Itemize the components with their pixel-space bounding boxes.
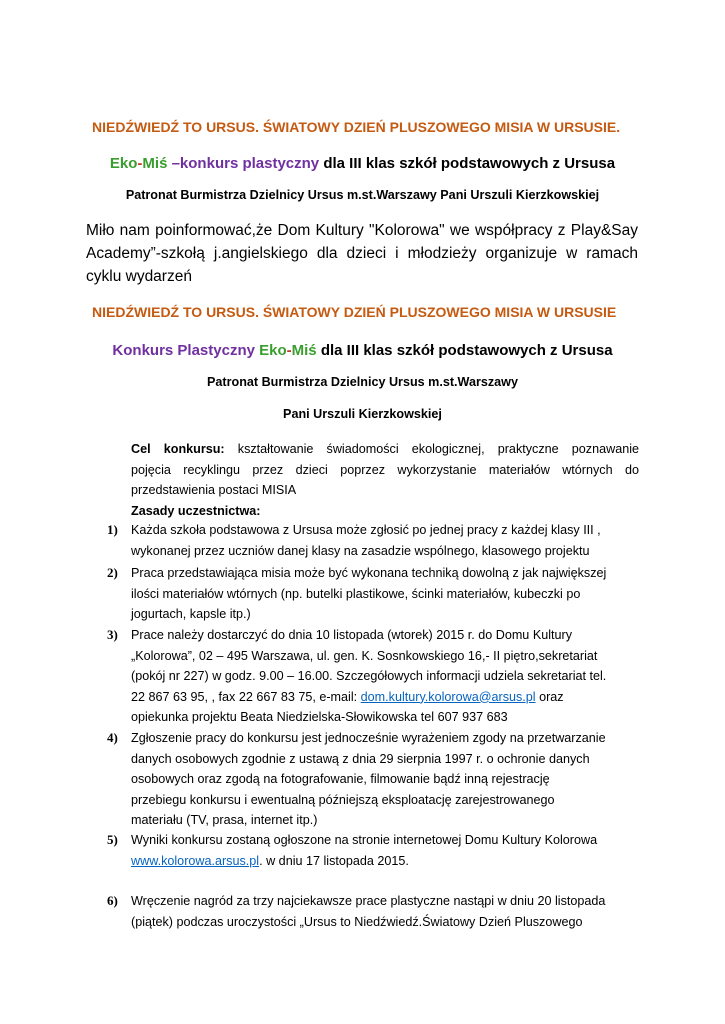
item-4 — [131, 728, 641, 831]
cel-line-1: kształtowanie świadomości ekologicznej, praktyczne poznawanie — [224, 442, 640, 456]
intro-line-2: Academy”-szkołą j.angielskiego dla dzieci i młodzieży organizuje w ramach — [86, 245, 638, 262]
item-4-line: danych osobowych zgodnie z ustawą z dnia 29 sierpnia 1997 r. o ochronie danych — [131, 751, 590, 766]
item-5 — [131, 830, 641, 871]
cel-label: Cel konkursu: — [131, 442, 225, 456]
item-6-number: 6) — [107, 893, 118, 908]
heading-1: NIEDŹWIEDŹ TO URSUS. ŚWIATOWY DZIEŃ PLUSZOWEGO MISIA W URSUSIE. — [92, 119, 621, 135]
item-3-line: oraz — [535, 689, 564, 704]
cel-line-3: przedstawienia postaci MISIA — [131, 483, 297, 497]
item-3-line: opiekunka projektu Beata Niedzielska-Słowikowska tel 607 937 683 — [131, 710, 508, 724]
item-6 — [131, 891, 641, 932]
subtitle-1-mis: Miś — [142, 155, 168, 172]
item-3-line: Prace należy dostarczyć do dnia 10 listopada (wtorek) 2015 r. do Domu Kultury — [131, 628, 573, 642]
item-1-line: Każda szkoła podstawowa z Ursusa może zgłosić po jednej pracy z każdej klasy III , — [131, 523, 601, 537]
subtitle-1-rest: dla III klas szkół podstawowych z Ursusa — [319, 155, 616, 172]
item-6-line: (piątek) podczas uroczystości „Ursus to Niedźwiedź.Światowy Dzień Pluszowego — [131, 914, 583, 929]
subtitle-1-dash: - — [137, 155, 143, 172]
intro-line-1: Miło nam poinformować,że Dom Kultury "Kolorowa" we współpracy z Play&Say — [86, 222, 638, 239]
item-4-line: osobowych oraz zgodą na fotografowanie, filmowanie bądź inną rejestrację — [131, 772, 550, 786]
item-5-line: . w dniu 17 listopada 2015. — [259, 853, 409, 868]
item-1 — [131, 520, 641, 561]
item-4-line: materiału (TV, prasa, internet itp.) — [131, 813, 318, 827]
subtitle-2-eko: Eko — [259, 342, 287, 359]
item-4-line: przebiegu konkursu i ewentualną późniejszą eksploatację zarejestrowanego — [131, 792, 555, 807]
item-1-number: 1) — [107, 522, 118, 537]
email-link[interactable]: dom.kultury.kolorowa@arsus.pl — [360, 689, 536, 704]
item-2-line: Praca przedstawiająca misia może być wykonana techniką dowolną z jak największej — [131, 566, 607, 580]
item-2-line: ilości materiałów wtórnych (np. butelki plastikowe, ścinki materiałów, kubeczki po — [131, 586, 581, 601]
item-3-number: 3) — [107, 627, 118, 642]
patronat-2-line-2: Pani Urszuli Kierzkowskiej — [283, 407, 442, 421]
patronat-1: Patronat Burmistrza Dzielnicy Ursus m.st.Warszawy Pani Urszuli Kierzkowskiej — [125, 188, 600, 202]
subtitle-2-rest: dla III klas szkół podstawowych z Ursusa — [316, 342, 613, 359]
item-3-line: (pokój nr 227) w godz. 9.00 – 16.00. Szczegółowych informacji udziela sekretariat tel. — [131, 669, 607, 683]
website-link[interactable]: www.kolorowa.arsus.pl — [131, 853, 260, 868]
item-4-number: 4) — [107, 730, 118, 745]
item-3-line: „Kolorowa”, 02 – 495 Warszawa, ul. gen. K. Sosnkowskiego 16,- II piętro,sekretariat — [131, 648, 598, 663]
item-2-line: jogurtach, kapsle itp.) — [131, 607, 251, 621]
subtitle-2-dash: - — [286, 342, 292, 359]
item-4-line: Zgłoszenie pracy do konkursu jest jednocześnie wyrażeniem zgody na przetwarzanie — [131, 731, 606, 745]
subtitle-2-mis: Miś — [291, 342, 317, 359]
subtitle-1-eko: Eko — [109, 155, 138, 172]
intro-paragraph — [86, 219, 638, 288]
item-1-line: wykonanej przez uczniów danej klasy na zasadzie wspólnego, klasowego projektu — [131, 543, 590, 558]
subtitle-1 — [0, 155, 725, 172]
item-6-line: Wręczenie nagród za trzy najciekawsze prace plastyczne nastąpi w dniu 20 listopada — [131, 894, 606, 908]
intro-line-3: cyklu wydarzeń — [86, 268, 192, 285]
subtitle-1-konkurs: –konkurs plastyczny — [167, 155, 320, 172]
item-3 — [131, 625, 641, 728]
heading-2: NIEDŹWIEDŹ TO URSUS. ŚWIATOWY DZIEŃ PLUSZOWEGO MISIA W URSUSIE — [92, 304, 617, 320]
item-2 — [131, 563, 641, 625]
item-3-line: 22 867 63 95, , fax 22 667 83 75, e-mail: — [131, 689, 361, 704]
patronat-2-line-1: Patronat Burmistrza Dzielnicy Ursus m.st.Warszawy — [207, 375, 518, 389]
cel-konkursu — [131, 439, 639, 521]
subtitle-2-konkurs: Konkurs Plastyczny — [112, 342, 260, 359]
subtitle-2 — [0, 342, 725, 359]
item-5-line: Wyniki konkursu zostaną ogłoszone na stronie internetowej Domu Kultury Kolorowa — [131, 833, 598, 847]
item-5-number: 5) — [107, 832, 118, 847]
zasady-label: Zasady uczestnictwa: — [131, 503, 261, 518]
item-2-number: 2) — [107, 565, 118, 580]
cel-line-2: pojęcia recyklingu przez dzieci poprzez wykorzystanie materiałów wtórnych do — [131, 462, 639, 477]
